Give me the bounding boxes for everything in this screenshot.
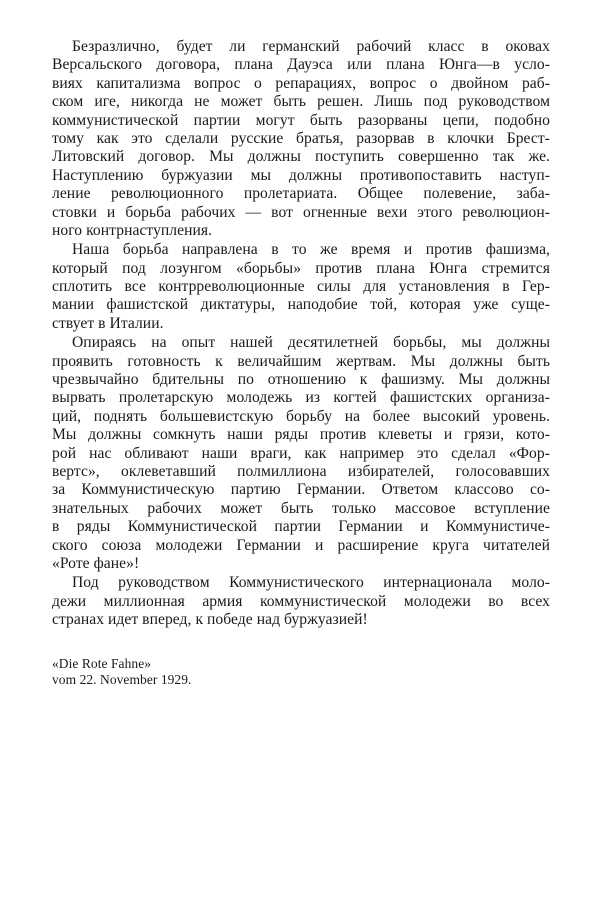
text-line: Наступлению буржуазии мы должны противопоставить наступ- [52, 166, 550, 184]
text-line: виях капитализма вопрос о репарациях, вопрос о двойном раб- [52, 74, 550, 92]
document-page [52, 38, 550, 688]
text-line: странах идет вперед, к победе над буржуазией! [52, 611, 368, 629]
text-line: проявить готовность к величайшим жертвам. Мы должны быть [52, 352, 550, 370]
text-line: Опираясь на опыт нашей десятилетней борьбы, мы должны [72, 334, 550, 352]
text-line: вертс», оклеветавший полмиллиона избирателей, голосовавших [52, 462, 550, 480]
text-line: Под руководством Коммунистического интернационала моло- [72, 574, 550, 592]
paragraph-2 [52, 241, 550, 333]
source-date: vom 22. November 1929. [52, 671, 192, 687]
text-line: Литовский договор. Мы должны поступить совершенно так же. [52, 148, 550, 166]
source-publication: «Die Rote Fahne» [52, 655, 152, 671]
text-line: рой нас обливают наши враги, как например это сделал «Фор- [52, 444, 550, 462]
text-line: ствует в Италии. [52, 314, 164, 332]
text-line: в ряды Коммунистической партии Германии и Коммунистиче- [52, 518, 550, 536]
text-line: «Роте фане»! [52, 554, 140, 572]
text-line: сплотить все контрреволюционные силы для установления в Гер- [52, 278, 550, 296]
text-line: тому как это сделали русские братья, разорвав в клочки Брест- [52, 129, 550, 147]
paragraph-4 [52, 574, 550, 629]
paragraph-3 [52, 334, 550, 573]
text-line: ного контрнаступления. [52, 221, 213, 239]
text-line: Версальского договора, плана Дауэса или плана Юнга—в усло- [52, 56, 550, 74]
text-line: Мы должны сомкнуть наши ряды против клеветы и грязи, кото- [52, 426, 550, 444]
text-line: стовки и борьба рабочих — вот огненные вехи этого революцион- [52, 203, 550, 221]
text-line: Наша борьба направлена в то же время и против фашизма, [72, 241, 550, 259]
text-line: ление революционного пролетариата. Общее полевение, заба- [52, 185, 550, 203]
text-line: который под лозунгом «борьбы» против плана Юнга стремится [52, 259, 550, 277]
text-line: Безразлично, будет ли германский рабочий класс в оковах [72, 38, 550, 55]
text-line: ском иге, никогда не может быть решен. Лишь под руководством [52, 93, 550, 111]
source-citation [52, 656, 550, 688]
text-line: ций, поднять большевистскую борьбу на более высокий уровень. [52, 407, 550, 425]
text-line: чрезвычайно бдительны по отношению к фашизму. Мы должны [52, 371, 550, 389]
text-line: знательных рабочих может быть только массовое вступление [52, 499, 550, 517]
text-line: коммунистической партии могут быть разорваны цепи, подобно [52, 111, 550, 129]
text-line: ского союза молодежи Германии и расширение круга читателей [52, 536, 550, 554]
text-line: дежи миллионная армия коммунистической молодежи во всех [52, 592, 550, 610]
text-line: мании фашистской диктатуры, наподобие той, которая уже суще- [52, 296, 550, 314]
paragraph-1 [52, 38, 550, 240]
text-line: за Коммунистическую партию Германии. Ответом классово со- [52, 481, 550, 499]
text-line: вырвать пролетарскую молодежь из когтей фашистских организа- [52, 389, 550, 407]
